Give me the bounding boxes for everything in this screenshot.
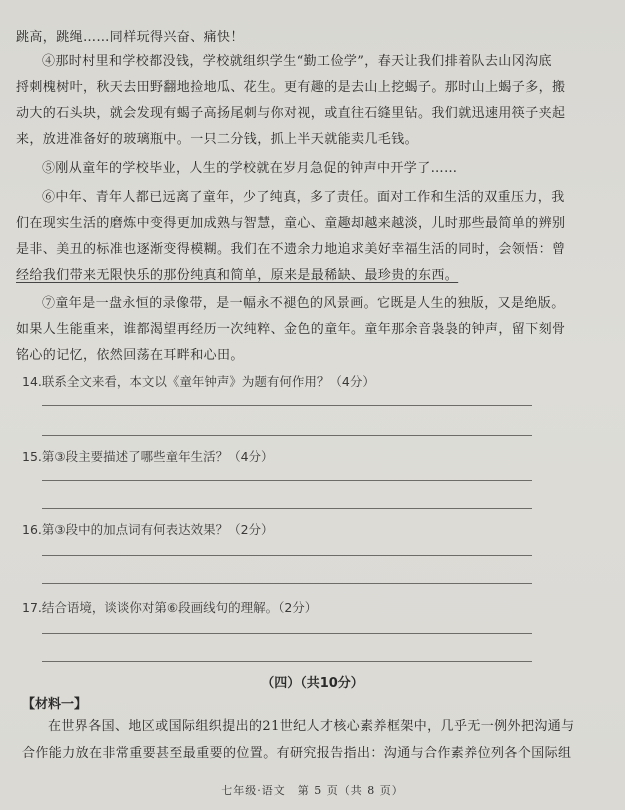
answer-line-17-1[interactable] — [42, 633, 532, 634]
answer-line-16-2[interactable] — [42, 583, 532, 584]
answer-line-17-2[interactable] — [42, 661, 532, 662]
paragraph-6-line-4-underlined: 经给我们带来无限快乐的那份纯真和简单，原来是最稀缺、最珍贵的东西。 — [16, 268, 459, 283]
paragraph-5: ⑤刚从童年的学校毕业，人生的学校就在岁月急促的钟声中开学了…… — [42, 161, 458, 176]
paragraph-6-line-3: 是非、美丑的标准也逐渐变得模糊。我们在不遗余力地追求美好幸福生活的同时，会领悟：曾 — [16, 242, 566, 257]
paragraph-4-line-4: 来，放进准备好的玻璃瓶中。一只二分钱，抓上半天就能卖几毛钱。 — [16, 132, 419, 147]
answer-line-15-2[interactable] — [42, 508, 532, 509]
question-17: 17.结合语境，谈谈你对第⑥段画线句的理解。（2分） — [22, 600, 318, 615]
paragraph-4-line-3: 动大的石头块，就会发现有蝎子高扬尾刺与你对视，或直往石缝里钻。我们就迅速用筷子夹起 — [16, 106, 566, 121]
paragraph-6-line-1: ⑥中年、青年人都已远离了童年，少了纯真，多了责任。面对工作和生活的双重压力，我 — [42, 190, 565, 205]
paragraph-6-line-2: 们在现实生活的磨炼中变得更加成熟与智慧，童心、童趣却越来越淡，儿时那些最简单的辨别 — [16, 216, 566, 231]
paragraph-4-line-2: 捋刺槐树叶，秋天去田野翻地捡地瓜、花生。更有趣的是去山上挖蝎子。那时山上蝎子多，搬 — [16, 80, 566, 95]
question-16: 16.第③段中的加点词有何表达效果？（2分） — [22, 522, 274, 537]
question-15: 15.第③段主要描述了哪些童年生活？（4分） — [22, 449, 274, 464]
paragraph-7-line-3: 铭心的记忆，依然回荡在耳畔和心田。 — [16, 348, 244, 363]
answer-line-15-1[interactable] — [42, 480, 532, 481]
answer-line-14-2[interactable] — [42, 435, 532, 436]
answer-line-16-1[interactable] — [42, 555, 532, 556]
paragraph-7-line-1: ⑦童年是一盘永恒的录像带，是一幅永不褪色的风景画。它既是人生的独版，又是绝版。 — [42, 296, 565, 311]
page-footer: 七年级·语文 第 5 页（共 8 页） — [221, 784, 404, 797]
material-line-1: 在世界各国、地区或国际组织提出的21世纪人才核心素养框架中，几乎无一例外把沟通与 — [48, 719, 575, 734]
question-14: 14.联系全文来看，本文以《童年钟声》为题有何作用？（4分） — [22, 374, 375, 389]
section-title: （四）（共10分） — [261, 676, 364, 691]
paragraph-4-line-1: ④那时村里和学校都没钱，学校就组织学生“勤工俭学”，春天让我们排着队去山冈沟底 — [42, 54, 552, 69]
material-label: 【材料一】 — [22, 697, 88, 712]
passage-line-continuation: 跳高，跳绳……同样玩得兴奋、痛快！ — [16, 30, 244, 45]
material-line-2: 合作能力放在非常重要甚至最重要的位置。有研究报告指出：沟通与合作素养位列各个国际组 — [22, 746, 572, 761]
answer-line-14-1[interactable] — [42, 405, 532, 406]
paragraph-7-line-2: 如果人生能重来，谁都渴望再经历一次纯粹、金色的童年。童年那余音袅袅的钟声，留下刻骨 — [16, 322, 566, 337]
